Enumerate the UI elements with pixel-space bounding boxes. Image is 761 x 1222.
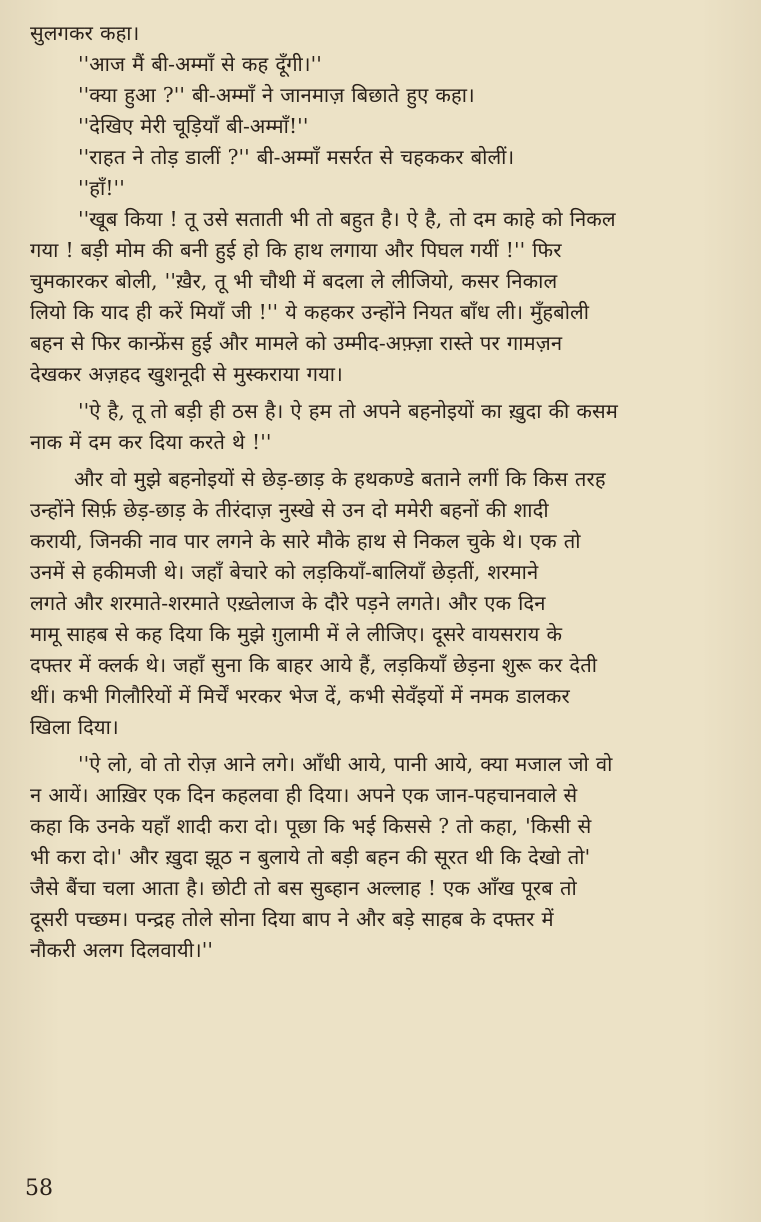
text-line: कहा कि उनके यहाँ शादी करा दो। पूछा कि भई किससे ? तो कहा, 'किसी से [30, 814, 592, 838]
text-line: नाक में दम कर दिया करते थे !'' [30, 430, 272, 454]
text-line: ''खूब किया ! तू उसे सताती भी तो बहुत है। ऐ है, तो दम काहे को निकल [78, 207, 616, 231]
text-line: चुमकारकर बोली, ''ख़ैर, तू भी चौथी में बदला ले लीजियो, कसर निकाल [30, 269, 558, 293]
text-line: बहन से फिर कान्फ्रेंस हुई और मामले को उम्मीद-अफ़्ज़ा रास्ते पर गामज़न [30, 331, 563, 355]
text-line: नौकरी अलग दिलवायी।'' [30, 938, 214, 962]
text-line: ''ऐ लो, वो तो रोज़ आने लगे। आँधी आये, पानी आये, क्या मजाल जो वो [78, 752, 613, 776]
text-line: भी करा दो।' और ख़ुदा झूठ न बुलाये तो बड़ी बहन की सूरत थी कि देखो तो' [30, 845, 591, 869]
text-line: ''ऐ है, तू तो बड़ी ही ठस है। ऐ हम तो अपने बहनोइयों का ख़ुदा की कसम [78, 399, 618, 423]
text-line: गया ! बड़ी मोम की बनी हुई हो कि हाथ लगाया और पिघल गयीं !'' फिर [30, 238, 562, 262]
text-line: लियो कि याद ही करें मियाँ जी !'' ये कहकर उन्होंने नियत बाँध ली। मुँहबोली [30, 300, 590, 324]
text-line: सुलगकर कहा। [30, 21, 140, 45]
text-line: दूसरी पच्छम। पन्द्रह तोले सोना दिया बाप ने और बड़े साहब के दफ्तर में [30, 907, 554, 931]
text-line: उनमें से हकीमजी थे। जहाँ बेचारे को लड़कियाँ-बालियाँ छेड़तीं, शरमाने [30, 560, 539, 584]
text-line: ''राहत ने तोड़ डालीं ?'' बी-अम्माँ मसर्रत से चहककर बोलीं। [78, 145, 515, 169]
text-line: लगते और शरमाते-शरमाते एख़्तेलाज के दौरे पड़ने लगते। और एक दिन [30, 591, 546, 615]
page-number: 58 [25, 1176, 53, 1201]
text-line: ''क्या हुआ ?'' बी-अम्माँ ने जानमाज़ बिछाते हुए कहा। [78, 83, 475, 107]
text-line: ''हाँ!'' [78, 176, 125, 200]
text-line: जैसे बैंचा चला आता है। छोटी तो बस सुब्हान अल्लाह ! एक आँख पूरब तो [30, 876, 577, 900]
text-line: उन्होंने सिर्फ़ छेड़-छाड़ के तीरंदाज़ नुस्खे से उन दो ममेरी बहनों की शादी [30, 498, 549, 522]
text-line: ''आज मैं बी-अम्माँ से कह दूँगी।'' [78, 52, 322, 76]
text-line: ''देखिए मेरी चूड़ियाँ बी-अम्माँ!'' [78, 114, 309, 138]
text-line: खिला दिया। [30, 715, 119, 739]
text-line: और वो मुझे बहनोइयों से छेड़-छाड़ के हथकण्डे बताने लगीं कि किस तरह [74, 467, 606, 491]
text-line: देखकर अज़हद खुशनूदी से मुस्कराया गया। [30, 362, 343, 386]
text-line: दफ्तर में क्लर्क थे। जहाँ सुना कि बाहर आये हैं, लड़कियाँ छेड़ना शुरू कर देती [30, 653, 598, 677]
text-line: करायी, जिनकी नाव पार लगने के सारे मौके हाथ से निकल चुके थे। एक तो [30, 529, 581, 553]
text-line: थीं। कभी गिलौरियों में मिर्चें भरकर भेज दें, कभी सेवँइयों में नमक डालकर [30, 684, 570, 708]
text-line: मामू साहब से कह दिया कि मुझे ग़ुलामी में ले लीजिए। दूसरे वायसराय के [30, 622, 563, 646]
text-line: न आयें। आख़िर एक दिन कहलवा ही दिया। अपने एक जान-पहचानवाले से [30, 783, 578, 807]
